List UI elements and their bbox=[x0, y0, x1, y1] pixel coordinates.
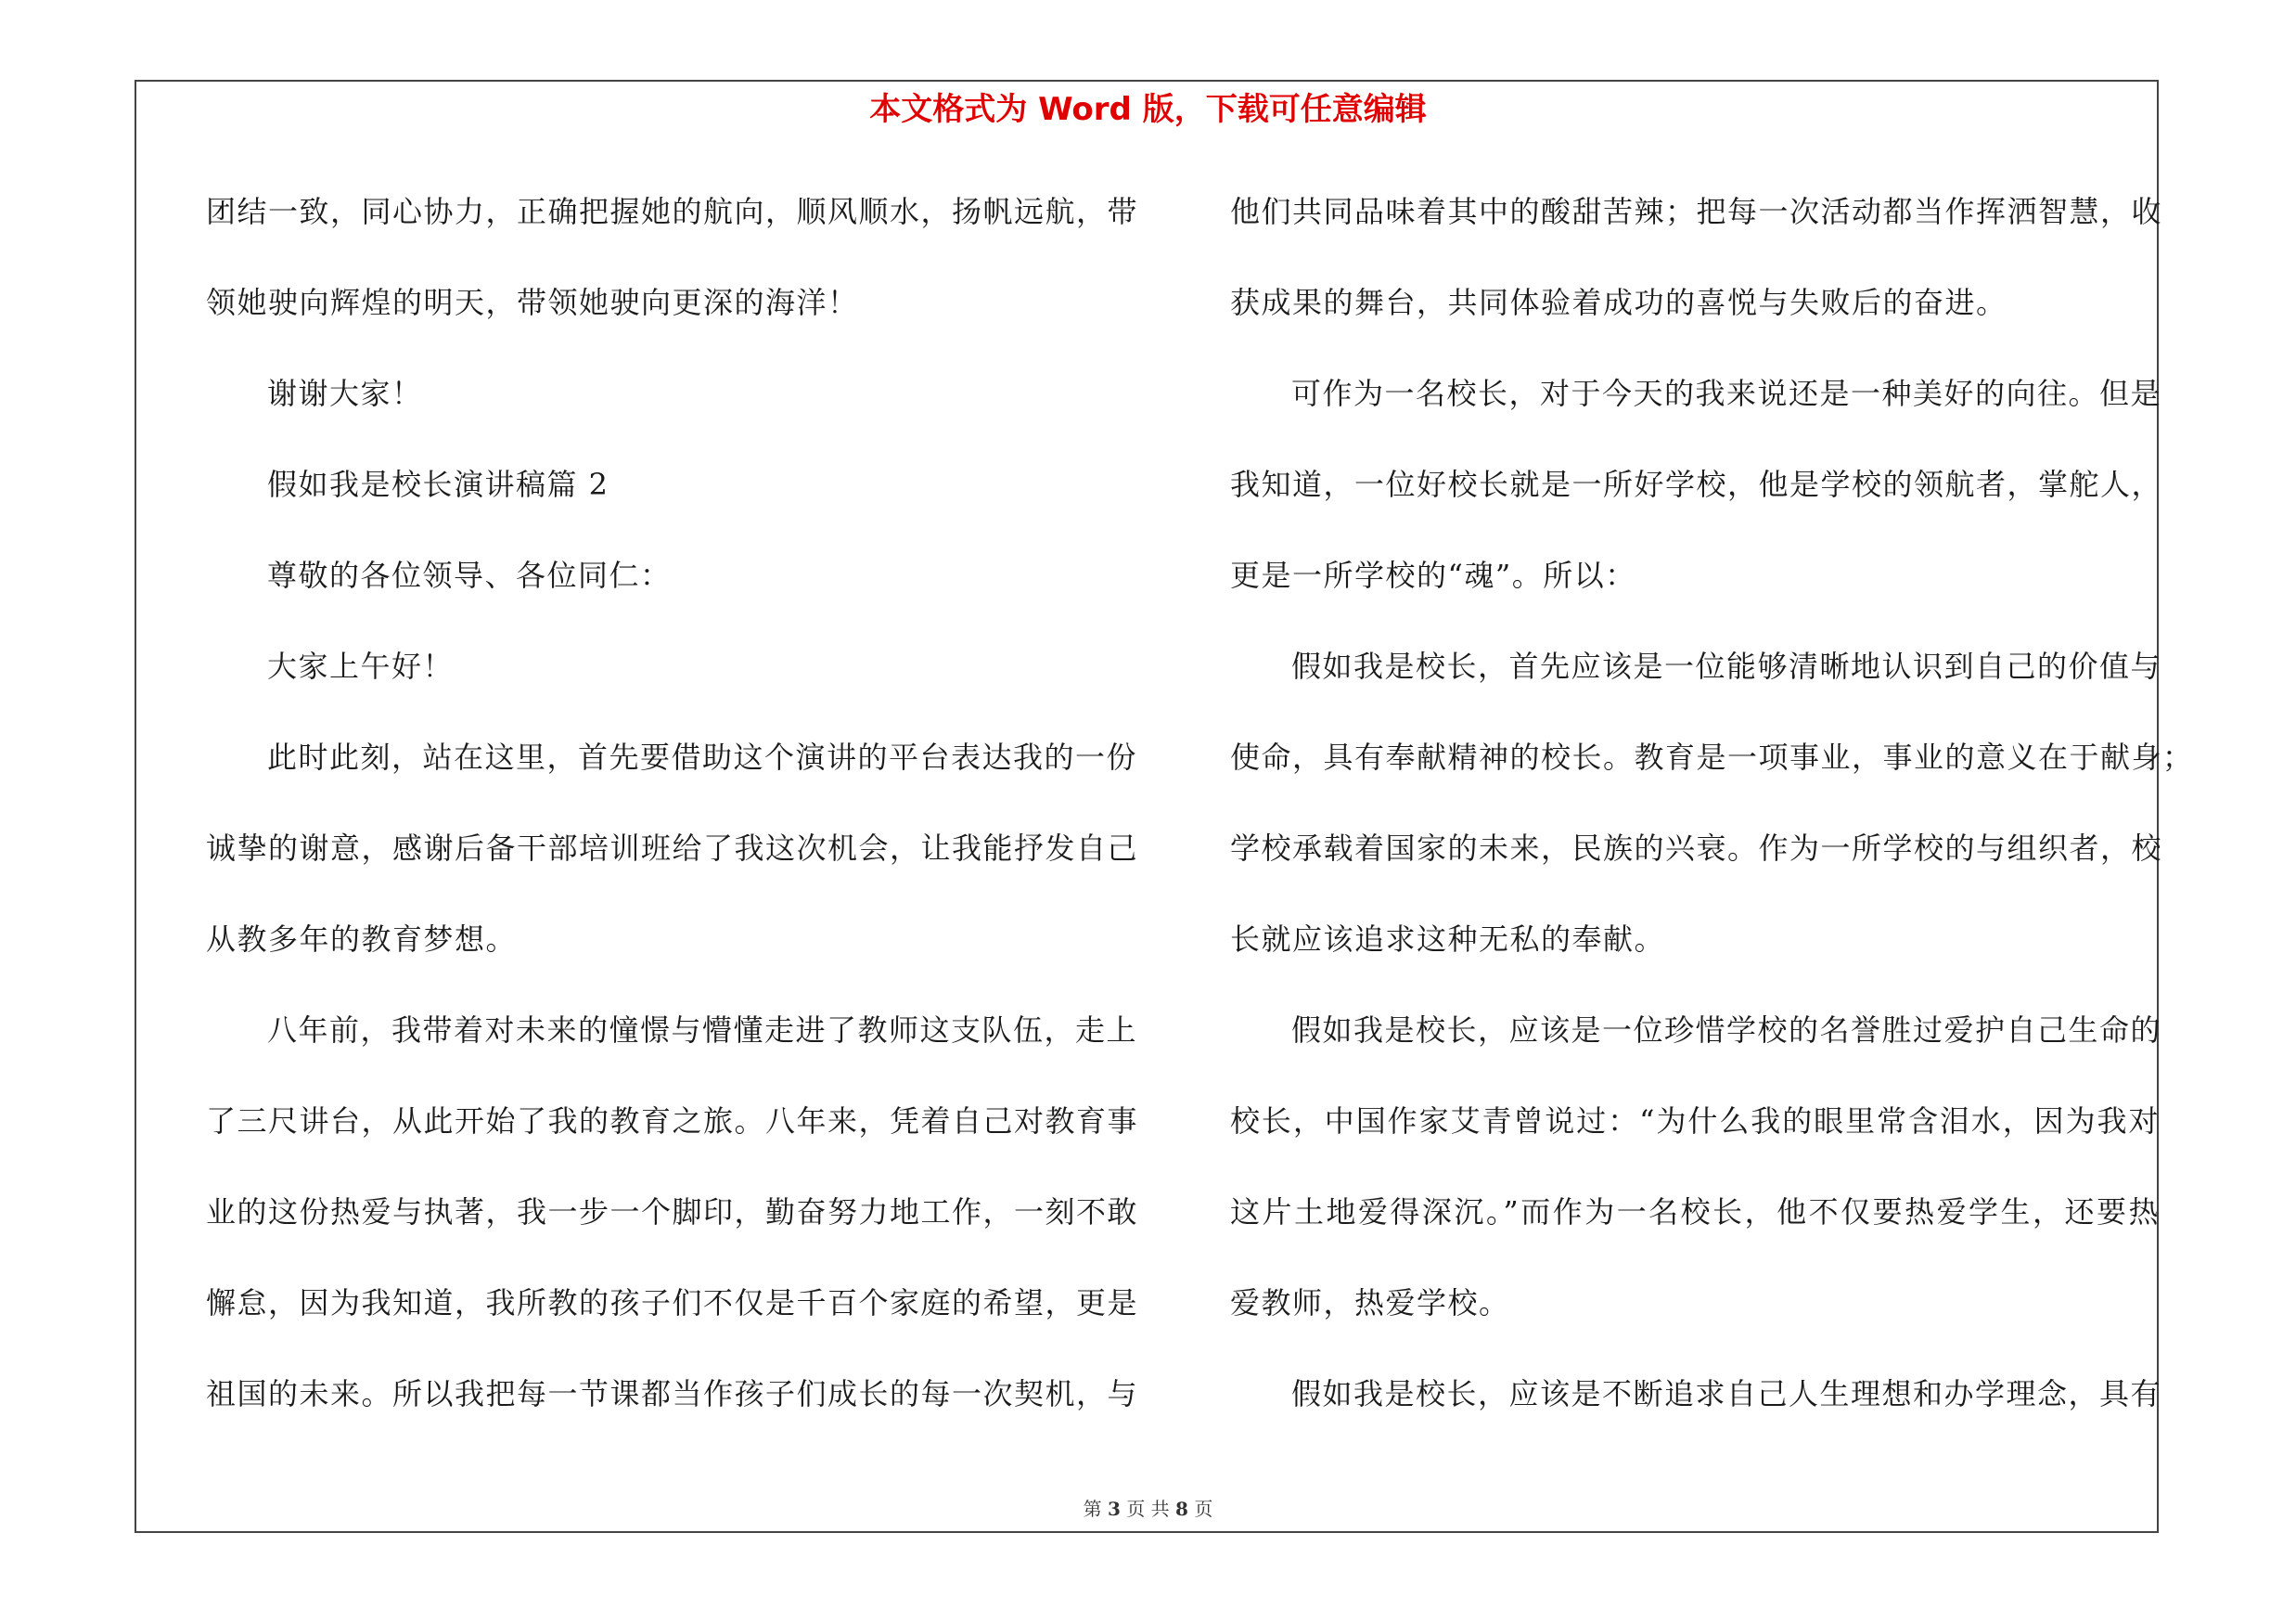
section-heading: 假如我是校长演讲稿篇 2 bbox=[267, 467, 609, 502]
footer-prefix: 第 bbox=[1083, 1498, 1102, 1520]
text-line: 祖国的未来。所以我把每一节课都当作孩子们成长的每一次契机，与 bbox=[206, 1376, 1139, 1411]
current-page-number: 3 bbox=[1108, 1498, 1121, 1520]
text-line: 使命，具有奉献精神的校长。教育是一项事业，事业的意义在于献身； bbox=[1230, 740, 2194, 775]
text-line: 诚挚的谢意，感谢后备干部培训班给了我这次机会，让我能抒发自己 bbox=[206, 831, 1139, 866]
text-line: 可作为一名校长，对于今天的我来说还是一种美好的向往。但是 bbox=[1291, 376, 2162, 411]
text-line: 假如我是校长，应该是一位珍惜学校的名誉胜过爱护自己生命的 bbox=[1291, 1012, 2162, 1048]
text-line: 谢谢大家！ bbox=[267, 376, 423, 411]
format-banner: 本文格式为 Word 版，下载可任意编辑 bbox=[869, 91, 1427, 128]
text-line: 业的这份热爱与执著，我一步一个脚印，勤奋努力地工作，一刻不敢 bbox=[206, 1194, 1139, 1230]
left-column bbox=[206, 182, 1139, 1455]
text-line: 获成果的舞台，共同体验着成功的喜悦与失败后的奋进。 bbox=[1230, 285, 2007, 320]
footer-middle: 页 共 bbox=[1126, 1498, 1170, 1520]
text-line: 假如我是校长，应该是不断追求自己人生理想和办学理念，具有 bbox=[1291, 1376, 2162, 1411]
text-line: 更是一所学校的“魂”。所以： bbox=[1230, 558, 1636, 593]
page-number-footer bbox=[0, 1494, 2296, 1521]
text-line: 我知道，一位好校长就是一所好学校，他是学校的领航者，掌舵人， bbox=[1230, 467, 2163, 502]
text-line: 团结一致，同心协力，正确把握她的航向，顺风顺水，扬帆远航，带 bbox=[206, 194, 1139, 229]
text-line: 懈怠，因为我知道，我所教的孩子们不仅是千百个家庭的希望，更是 bbox=[206, 1285, 1139, 1320]
total-page-count: 8 bbox=[1175, 1498, 1188, 1520]
text-line: 爱教师，热爱学校。 bbox=[1230, 1285, 1510, 1320]
salutation: 尊敬的各位领导、各位同仁： bbox=[267, 558, 672, 593]
right-column bbox=[1230, 182, 2194, 1455]
text-line: 这片土地爱得深沉。”而作为一名校长，他不仅要热爱学生，还要热 bbox=[1230, 1194, 2160, 1230]
text-line: 领她驶向辉煌的明天，带领她驶向更深的海洋！ bbox=[206, 285, 859, 320]
text-line: 长就应该追求这种无私的奉献。 bbox=[1230, 921, 1666, 957]
text-line: 此时此刻，站在这里，首先要借助这个演讲的平台表达我的一份 bbox=[267, 740, 1138, 775]
text-line: 了三尺讲台，从此开始了我的教育之旅。八年来，凭着自己对教育事 bbox=[206, 1103, 1139, 1139]
text-line: 他们共同品味着其中的酸甜苦辣；把每一次活动都当作挥洒智慧，收 bbox=[1230, 194, 2163, 229]
text-line: 八年前，我带着对未来的憧憬与懵懂走进了教师这支队伍，走上 bbox=[267, 1012, 1138, 1048]
text-line: 学校承载着国家的未来，民族的兴衰。作为一所学校的与组织者，校 bbox=[1230, 831, 2163, 866]
text-line: 从教多年的教育梦想。 bbox=[206, 921, 518, 957]
text-line: 校长，中国作家艾青曾说过：“为什么我的眼里常含泪水，因为我对 bbox=[1230, 1103, 2160, 1139]
text-line: 假如我是校长，首先应该是一位能够清晰地认识到自己的价值与 bbox=[1291, 649, 2162, 684]
greeting: 大家上午好！ bbox=[267, 649, 455, 684]
footer-suffix: 页 bbox=[1194, 1498, 1213, 1520]
